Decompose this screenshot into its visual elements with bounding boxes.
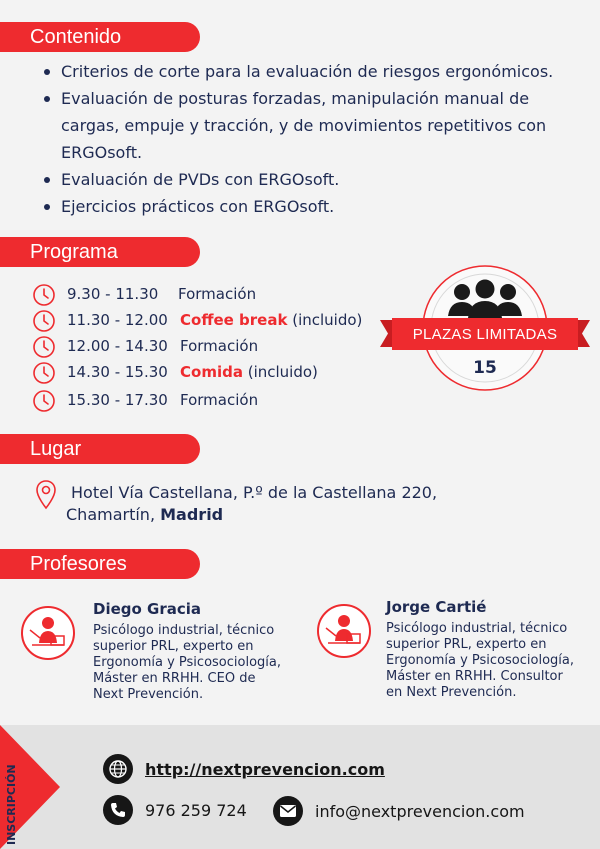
schedule-time: 14.30 - 15.30 xyxy=(67,363,168,381)
clock-icon xyxy=(32,361,56,385)
teacher-description: Psicólogo industrial, técnico superior PRL, experto en Ergonomía y Psicosociología, Máster en RRHH. CEO de Next Prevención. xyxy=(93,623,281,702)
teacher-name: Diego Gracia xyxy=(93,600,202,618)
venue-line: Hotel Vía Castellana, P.º de la Castellana 220, xyxy=(71,483,438,502)
clock-icon xyxy=(32,389,56,413)
list-item: Evaluación de posturas forzadas, manipulación manual de cargas, empuje y tracción, y de movimientos repetitivos con ERGOsoft. xyxy=(44,85,584,166)
section-header-profesores: Profesores xyxy=(0,549,200,579)
email-link[interactable]: info@nextprevencion.com xyxy=(315,802,525,821)
website-link[interactable]: http://nextprevencion.com xyxy=(145,760,385,779)
teacher-description: Psicólogo industrial, técnico superior PRL, experto en Ergonomía y Psicosociología, Máster en RRHH. Consultor en Next Prevención. xyxy=(386,621,574,700)
clock-icon xyxy=(32,309,56,333)
schedule-time: 11.30 - 12.00 xyxy=(67,311,168,329)
section-header-lugar: Lugar xyxy=(0,434,200,464)
badge-label: PLAZAS LIMITADAS xyxy=(412,326,558,343)
limited-seats-badge xyxy=(380,262,590,392)
list-item: Ejercicios prácticos con ERGOsoft. xyxy=(44,193,584,220)
schedule-time: 9.30 - 11.30 xyxy=(67,285,159,303)
venue-address xyxy=(66,482,437,526)
venue-city: Madrid xyxy=(160,505,224,524)
schedule-row xyxy=(32,388,382,414)
teacher-name: Jorge Cartié xyxy=(386,598,487,616)
schedule-row xyxy=(32,360,382,386)
list-item: Evaluación de PVDs con ERGOsoft. xyxy=(44,166,584,193)
clock-icon xyxy=(32,335,56,359)
schedule-time: 15.30 - 17.30 xyxy=(67,391,168,409)
schedule-activity: Formación xyxy=(178,285,257,303)
list-item: Criterios de corte para la evaluación de riesgos ergonómicos. xyxy=(44,58,584,85)
section-header-contenido: Contenido xyxy=(0,22,200,52)
schedule-activity: Comida (incluido) xyxy=(180,363,318,381)
section-header-programa: Programa xyxy=(0,237,200,267)
globe-icon xyxy=(103,754,133,784)
schedule-activity: Formación xyxy=(180,391,259,409)
schedule-row xyxy=(32,308,382,334)
schedule-activity: Coffee break (incluido) xyxy=(180,311,363,329)
teacher-icon xyxy=(316,603,372,659)
badge-count: 15 xyxy=(473,358,497,378)
schedule-highlight: Comida xyxy=(180,363,243,381)
schedule-time: 12.00 - 14.30 xyxy=(67,337,168,355)
schedule-activity: Formación xyxy=(180,337,259,355)
footer-label: INSCRIPCIÓN xyxy=(5,764,18,845)
phone-icon xyxy=(103,795,133,825)
schedule-highlight: Coffee break xyxy=(180,311,288,329)
location-pin-icon xyxy=(36,480,56,510)
phone-number[interactable]: 976 259 724 xyxy=(145,801,247,820)
mail-icon xyxy=(273,796,303,826)
schedule-row xyxy=(32,282,382,308)
clock-icon xyxy=(32,283,56,307)
contenido-list xyxy=(44,58,584,220)
teacher-icon xyxy=(20,605,76,661)
footer xyxy=(0,725,600,849)
schedule-row xyxy=(32,334,382,360)
venue-line: Chamartín, Madrid xyxy=(66,505,224,524)
